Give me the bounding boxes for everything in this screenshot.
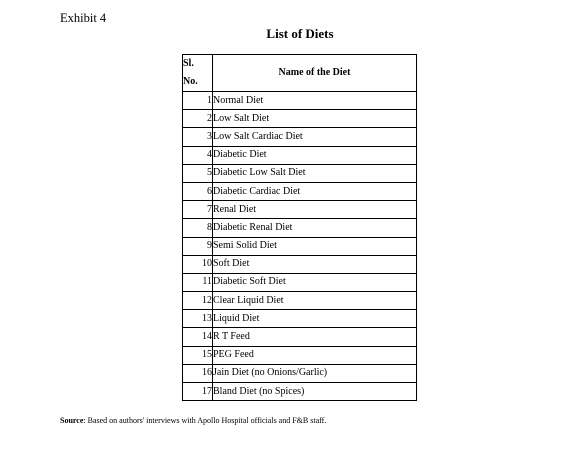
diet-name-cell: Diabetic Renal Diet — [213, 219, 417, 237]
diet-name-cell: Diabetic Diet — [213, 146, 417, 164]
page-title: List of Diets — [266, 26, 334, 41]
diet-name-cell: Diabetic Cardiac Diet — [213, 182, 417, 200]
exhibit-label: Exhibit 4 — [60, 11, 107, 25]
serial-number-cell: 10 — [183, 255, 213, 273]
table-row — [183, 255, 417, 273]
diet-name-cell: Bland Diet (no Spices) — [213, 383, 417, 401]
serial-number-cell: 13 — [183, 310, 213, 328]
table-row — [183, 273, 417, 291]
table-row — [183, 92, 417, 110]
serial-number-cell: 6 — [183, 182, 213, 200]
diet-name-cell: Low Salt Diet — [213, 110, 417, 128]
diet-table — [182, 54, 417, 401]
diet-name-cell: Renal Diet — [213, 201, 417, 219]
diet-name-cell: Diabetic Low Salt Diet — [213, 164, 417, 182]
header-serial-line1: Sl. — [183, 58, 194, 69]
diet-name-cell: Jain Diet (no Onions/Garlic) — [213, 364, 417, 382]
serial-number-cell: 3 — [183, 128, 213, 146]
serial-number-cell: 7 — [183, 201, 213, 219]
source-label: Source — [60, 416, 84, 425]
table-row — [183, 146, 417, 164]
serial-number-cell: 16 — [183, 364, 213, 382]
diet-name-cell: Low Salt Cardiac Diet — [213, 128, 417, 146]
table-row — [183, 164, 417, 182]
table-row — [183, 128, 417, 146]
serial-number-cell: 4 — [183, 146, 213, 164]
serial-number-cell: 1 — [183, 92, 213, 110]
diet-name-cell: Liquid Diet — [213, 310, 417, 328]
table-row — [183, 182, 417, 200]
diet-name-cell: Soft Diet — [213, 255, 417, 273]
table-row — [183, 110, 417, 128]
serial-number-cell: 14 — [183, 328, 213, 346]
diet-name-cell: R T Feed — [213, 328, 417, 346]
table-row — [183, 328, 417, 346]
serial-number-cell: 15 — [183, 346, 213, 364]
diet-name-cell: Diabetic Soft Diet — [213, 273, 417, 291]
source-note — [60, 416, 326, 425]
serial-number-cell: 9 — [183, 237, 213, 255]
diet-name-cell: PEG Feed — [213, 346, 417, 364]
serial-number-cell: 8 — [183, 219, 213, 237]
table-row — [183, 383, 417, 401]
table-row — [183, 219, 417, 237]
table-header-row — [183, 55, 417, 92]
serial-number-cell: 12 — [183, 292, 213, 310]
source-text: : Based on authors' interviews with Apollo Hospital officials and F&B staff. — [83, 416, 327, 425]
serial-number-cell: 11 — [183, 273, 213, 291]
diet-name-cell: Normal Diet — [213, 92, 417, 110]
table-row — [183, 346, 417, 364]
table-row — [183, 237, 417, 255]
serial-number-cell: 2 — [183, 110, 213, 128]
diet-name-cell: Clear Liquid Diet — [213, 292, 417, 310]
table-row — [183, 364, 417, 382]
serial-number-cell: 5 — [183, 164, 213, 182]
header-serial-line2: No. — [183, 76, 198, 87]
header-serial-number — [183, 55, 213, 92]
diet-name-cell: Semi Solid Diet — [213, 237, 417, 255]
diet-table-body — [183, 92, 417, 401]
table-row — [183, 292, 417, 310]
table-row — [183, 310, 417, 328]
serial-number-cell: 17 — [183, 383, 213, 401]
table-row — [183, 201, 417, 219]
header-diet-name: Name of the Diet — [213, 55, 417, 92]
